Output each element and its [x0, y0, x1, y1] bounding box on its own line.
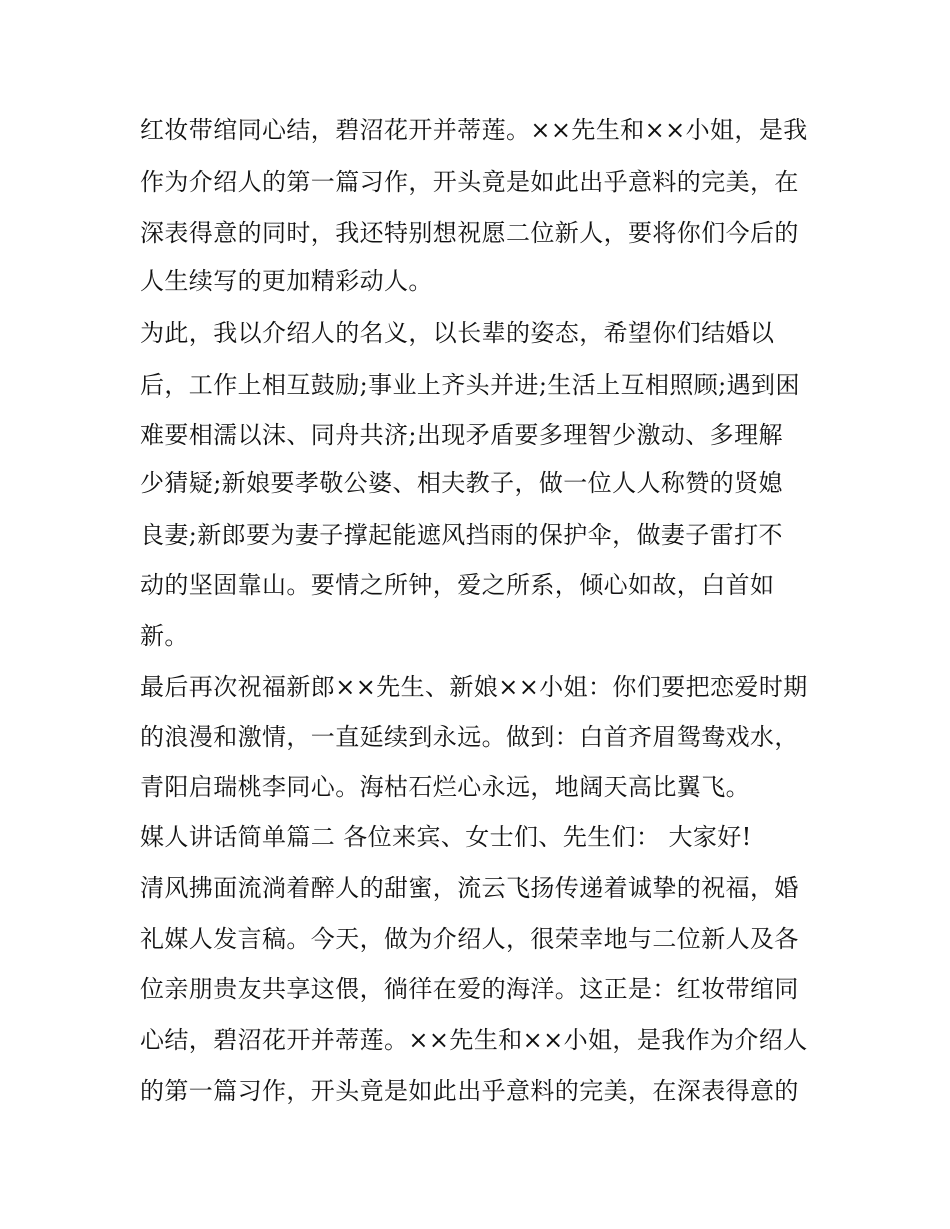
text-line: 深表得意的同时，我还特别想祝愿二位新人，要将你们今后的	[140, 219, 799, 247]
text-line: 新。	[140, 622, 189, 650]
text-line: 为此，我以介绍人的名义，以长辈的姿态，希望你们结婚以	[140, 319, 775, 347]
section-heading-line: 媒人讲话简单篇二 各位来宾、女士们、先生们： 大家好!	[140, 823, 752, 851]
text-line: 动的坚固靠山。要情之所钟，爱之所系，倾心如故，白首如	[140, 571, 775, 599]
text-line: 位亲朋贵友共享这偎，徜徉在爱的海洋。这正是：红妆带绾同	[140, 975, 799, 1003]
text-line: 清风拂面流淌着醉人的甜蜜，流云飞扬传递着诚挚的祝福，婚	[140, 874, 799, 902]
text-line: 的第一篇习作，开头竟是如此出乎意料的完美，在深表得意的	[140, 1077, 799, 1105]
text-line: 最后再次祝福新郎××先生、新娘××小姐：你们要把恋爱时期	[140, 673, 808, 701]
text-line: 人生续写的更加精彩动人。	[140, 267, 433, 295]
text-line: 礼媒人发言稿。今天，做为介绍人，很荣幸地与二位新人及各	[140, 925, 799, 953]
text-line: 作为介绍人的第一篇习作，开头竟是如此出乎意料的完美，在	[140, 168, 799, 196]
text-line: 良妻;新郎要为妻子撑起能遮风挡雨的保护伞，做妻子雷打不	[140, 521, 783, 549]
text-line: 心结，碧沼花开并蒂莲。××先生和××小姐，是我作为介绍人	[140, 1026, 808, 1054]
text-line: 的浪漫和激情，一直延续到永远。做到：白首齐眉鸳鸯戏水，	[140, 723, 799, 751]
text-line: 红妆带绾同心结，碧沼花开并蒂莲。××先生和××小姐，是我	[140, 116, 808, 144]
text-line: 青阳启瑞桃李同心。海枯石烂心永远，地阔天高比翼飞。	[140, 773, 750, 801]
text-line: 难要相濡以沫、同舟共济;出现矛盾要多理智少激动、多理解	[140, 421, 783, 449]
text-line: 后，工作上相互鼓励;事业上齐头并进;生活上互相照顾;遇到困	[140, 371, 800, 399]
text-line: 少猜疑;新娘要孝敬公婆、相夫教子，做一位人人称赞的贤媳	[140, 469, 783, 497]
